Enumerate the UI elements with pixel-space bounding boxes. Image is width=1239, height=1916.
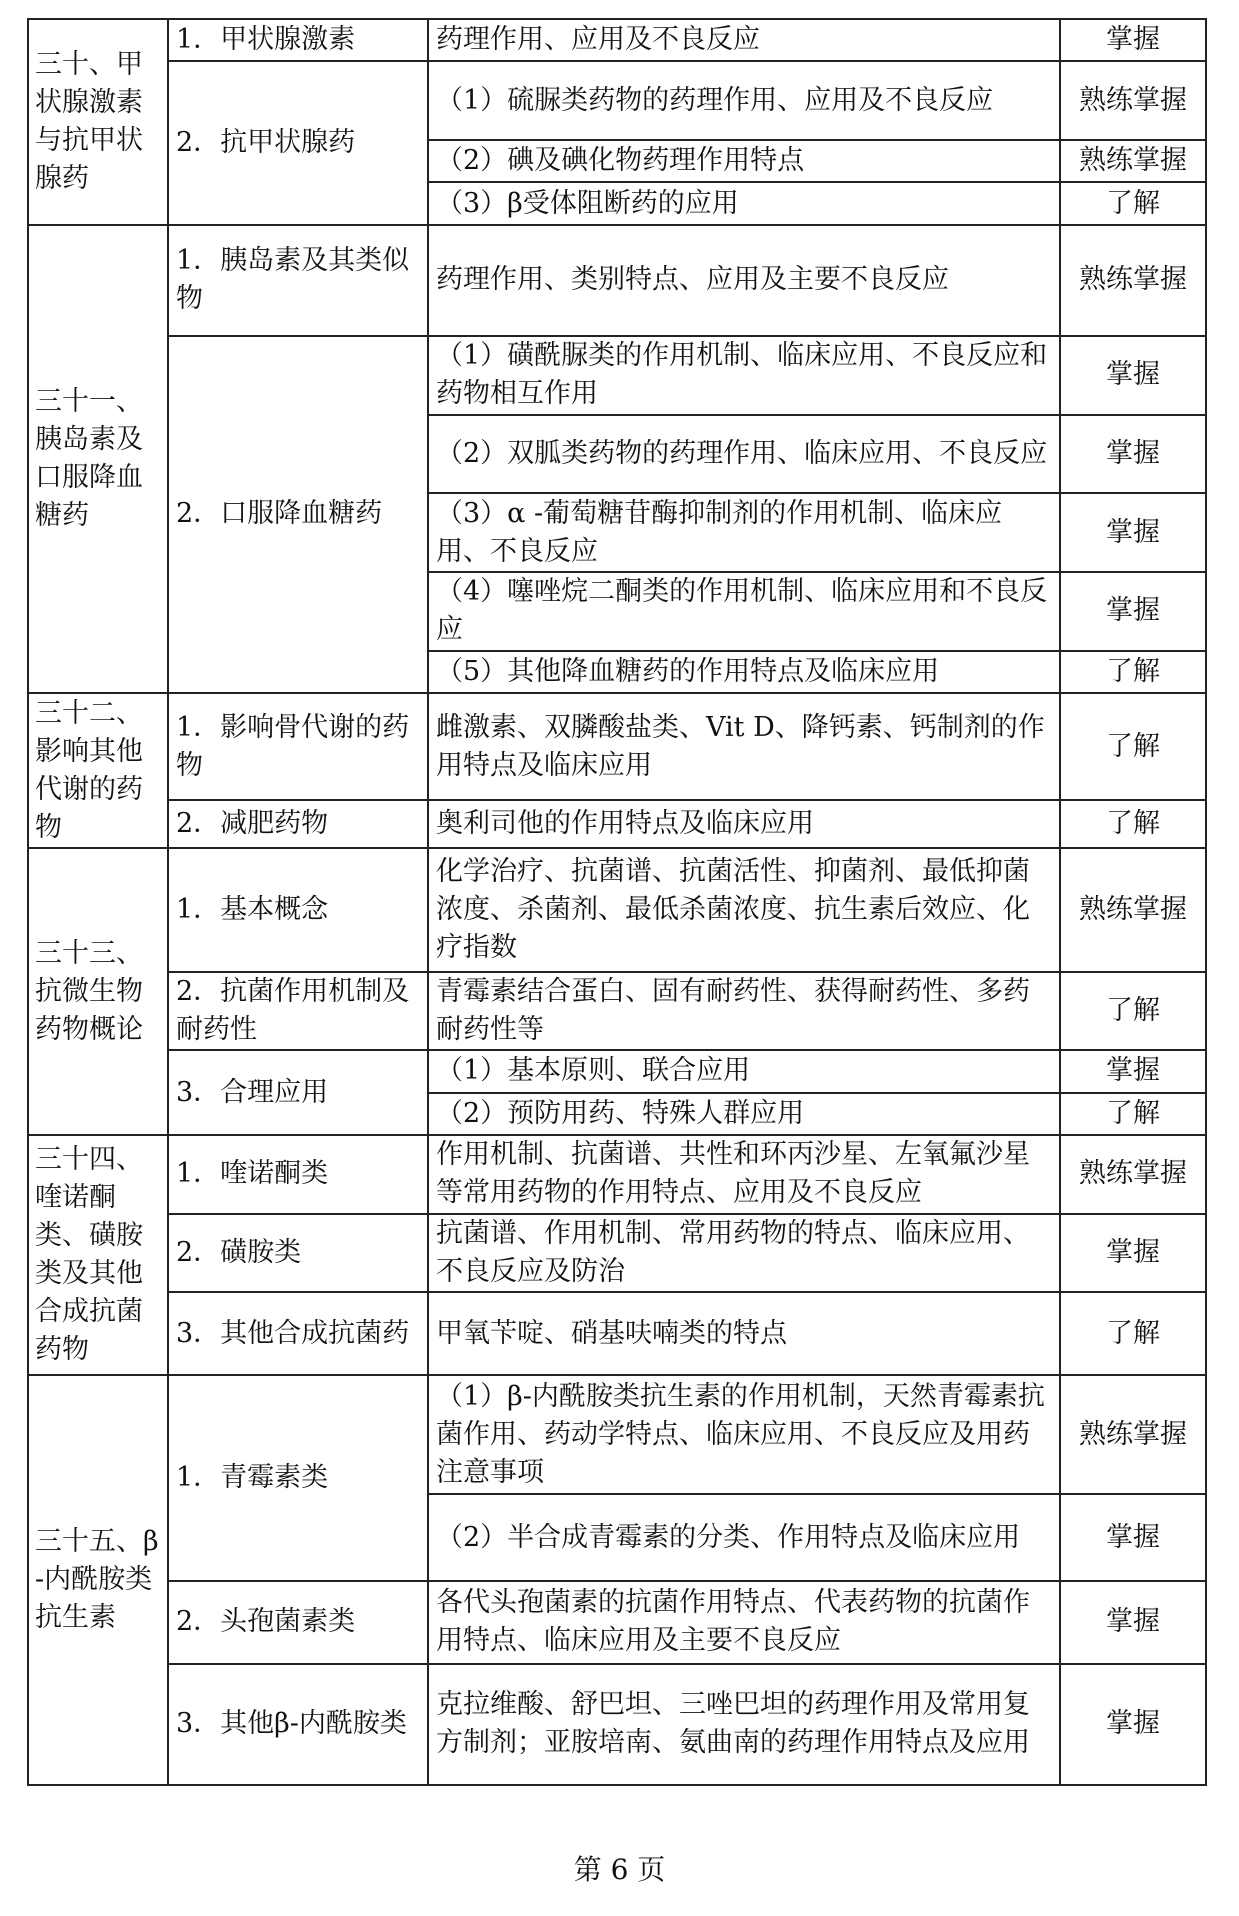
chapter-title: 三十四、喹诺酮类、磺胺类及其他合成抗菌药物 xyxy=(28,1135,168,1375)
level-cell: 掌握 xyxy=(1060,1214,1206,1293)
level-cell: 掌握 xyxy=(1060,19,1206,61)
unit-name: 1．胰岛素及其类似物 xyxy=(168,225,428,336)
level-cell: 了解 xyxy=(1060,1292,1206,1375)
content-cell: 抗菌谱、作用机制、常用药物的特点、临床应用、不良反应及防治 xyxy=(428,1214,1060,1293)
chapter-title: 三十一、胰岛素及口服降血糖药 xyxy=(28,225,168,693)
content-cell: 克拉维酸、舒巴坦、三唑巴坦的药理作用及常用复方制剂；亚胺培南、氨曲南的药理作用特点及应用 xyxy=(428,1664,1060,1785)
level-cell: 了解 xyxy=(1060,651,1206,693)
level-cell: 了解 xyxy=(1060,972,1206,1051)
unit-name: 1．基本概念 xyxy=(168,848,428,971)
unit-name: 2．减肥药物 xyxy=(168,800,428,848)
unit-name: 2．抗甲状腺药 xyxy=(168,61,428,224)
content-cell: 药理作用、类别特点、应用及主要不良反应 xyxy=(428,225,1060,336)
level-cell: 掌握 xyxy=(1060,1664,1206,1785)
level-cell: 掌握 xyxy=(1060,1050,1206,1092)
unit-name: 3．合理应用 xyxy=(168,1050,428,1135)
chapter-title: 三十三、抗微生物药物概论 xyxy=(28,848,168,1135)
unit-name: 2．头孢菌素类 xyxy=(168,1581,428,1664)
chapter-title: 三十五、β-内酰胺类抗生素 xyxy=(28,1375,168,1785)
content-cell: 化学治疗、抗菌谱、抗菌活性、抑菌剂、最低抑菌浓度、杀菌剂、最低杀菌浓度、抗生素后效应、化疗指数 xyxy=(428,848,1060,971)
content-cell: （4）噻唑烷二酮类的作用机制、临床应用和不良反应 xyxy=(428,572,1060,651)
content-cell: 甲氧苄啶、硝基呋喃类的特点 xyxy=(428,1292,1060,1375)
content-cell: （1）硫脲类药物的药理作用、应用及不良反应 xyxy=(428,61,1060,140)
level-cell: 掌握 xyxy=(1060,572,1206,651)
content-cell: 药理作用、应用及不良反应 xyxy=(428,19,1060,61)
unit-name: 3．其他合成抗菌药 xyxy=(168,1292,428,1375)
content-cell: （5）其他降血糖药的作用特点及临床应用 xyxy=(428,651,1060,693)
unit-name: 1．影响骨代谢的药物 xyxy=(168,693,428,800)
content-cell: 奥利司他的作用特点及临床应用 xyxy=(428,800,1060,848)
content-cell: （3）α -葡萄糖苷酶抑制剂的作用机制、临床应用、不良反应 xyxy=(428,493,1060,572)
unit-name: 2．口服降血糖药 xyxy=(168,336,428,693)
level-cell: 了解 xyxy=(1060,800,1206,848)
syllabus-table xyxy=(27,18,1207,1786)
unit-name: 1．青霉素类 xyxy=(168,1375,428,1581)
content-cell: （2）预防用药、特殊人群应用 xyxy=(428,1093,1060,1135)
chapter-title: 三十、甲状腺激素与抗甲状腺药 xyxy=(28,19,168,225)
level-cell: 熟练掌握 xyxy=(1060,848,1206,971)
level-cell: 熟练掌握 xyxy=(1060,1135,1206,1214)
content-cell: （2）双胍类药物的药理作用、临床应用、不良反应 xyxy=(428,415,1060,494)
level-cell: 掌握 xyxy=(1060,1581,1206,1664)
level-cell: 掌握 xyxy=(1060,1494,1206,1581)
content-cell: （3）β受体阻断药的应用 xyxy=(428,182,1060,224)
level-cell: 了解 xyxy=(1060,182,1206,224)
level-cell: 熟练掌握 xyxy=(1060,61,1206,140)
unit-name: 1．喹诺酮类 xyxy=(168,1135,428,1214)
unit-name: 2．抗菌作用机制及耐药性 xyxy=(168,972,428,1051)
page-number: 第 6 页 xyxy=(573,1853,666,1886)
level-cell: 熟练掌握 xyxy=(1060,225,1206,336)
unit-name: 3．其他β-内酰胺类 xyxy=(168,1664,428,1785)
content-cell: 雌激素、双膦酸盐类、Vit D、降钙素、钙制剂的作用特点及临床应用 xyxy=(428,693,1060,800)
level-cell: 掌握 xyxy=(1060,493,1206,572)
content-cell: （1）β-内酰胺类抗生素的作用机制，天然青霉素抗菌作用、药动学特点、临床应用、不良反应及用药注意事项 xyxy=(428,1375,1060,1494)
content-cell: 各代头孢菌素的抗菌作用特点、代表药物的抗菌作用特点、临床应用及主要不良反应 xyxy=(428,1581,1060,1664)
level-cell: 了解 xyxy=(1060,693,1206,800)
content-cell: （2）碘及碘化物药理作用特点 xyxy=(428,140,1060,182)
content-cell: （1）磺酰脲类的作用机制、临床应用、不良反应和药物相互作用 xyxy=(428,336,1060,415)
level-cell: 掌握 xyxy=(1060,336,1206,415)
level-cell: 熟练掌握 xyxy=(1060,140,1206,182)
level-cell: 了解 xyxy=(1060,1093,1206,1135)
unit-name: 2．磺胺类 xyxy=(168,1214,428,1293)
unit-name: 1．甲状腺激素 xyxy=(168,19,428,61)
content-cell: 青霉素结合蛋白、固有耐药性、获得耐药性、多药耐药性等 xyxy=(428,972,1060,1051)
content-cell: 作用机制、抗菌谱、共性和环丙沙星、左氧氟沙星等常用药物的作用特点、应用及不良反应 xyxy=(428,1135,1060,1214)
content-cell: （1）基本原则、联合应用 xyxy=(428,1050,1060,1092)
chapter-title: 三十二、影响其他代谢的药物 xyxy=(28,693,168,848)
level-cell: 熟练掌握 xyxy=(1060,1375,1206,1494)
content-cell: （2）半合成青霉素的分类、作用特点及临床应用 xyxy=(428,1494,1060,1581)
level-cell: 掌握 xyxy=(1060,415,1206,494)
